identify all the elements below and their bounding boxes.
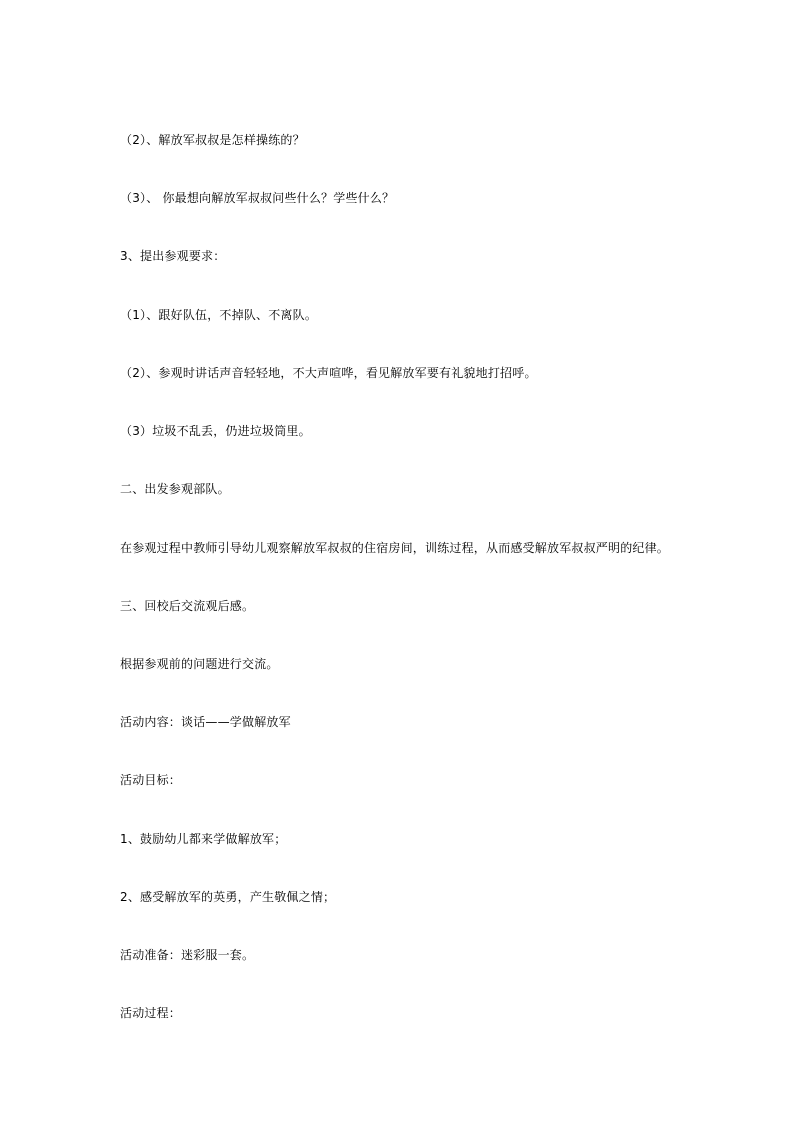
text-line: 根据参观前的问题进行交流。 [120,657,279,671]
text-line: 活动内容：谈话——学做解放军 [120,715,291,729]
text-line: 活动过程： [120,1006,182,1020]
text-line: （2）、参观时讲话声音轻轻地，不大声喧哗，看见解放军要有礼貌地打招呼。 [120,366,537,380]
text-line: 活动准备：迷彩服一套。 [120,948,255,962]
section-heading: 三、回校后交流观后感。 [120,599,255,613]
section-heading: 二、出发参观部队。 [120,482,230,496]
text-line: 3、提出参观要求： [120,249,226,263]
text-line: （2）、解放军叔叔是怎样操练的？ [120,133,305,147]
text-line: 活动目标： [120,773,182,787]
text-line: 2、感受解放军的英勇，产生敬佩之情； [120,890,336,904]
text-line: 1、鼓励幼儿都来学做解放军； [120,832,287,846]
text-line: 在参观过程中教师引导幼儿观察解放军叔叔的住宿房间，训练过程，从而感受解放军叔叔严明的纪律。 [120,541,670,555]
text-line: （1）、跟好队伍，不掉队、不离队。 [120,308,318,322]
text-line: （3）、 你最想向解放军叔叔问些什么？学些什么？ [120,191,395,205]
text-line: （3）垃圾不乱丢，仍进垃圾筒里。 [120,424,311,438]
